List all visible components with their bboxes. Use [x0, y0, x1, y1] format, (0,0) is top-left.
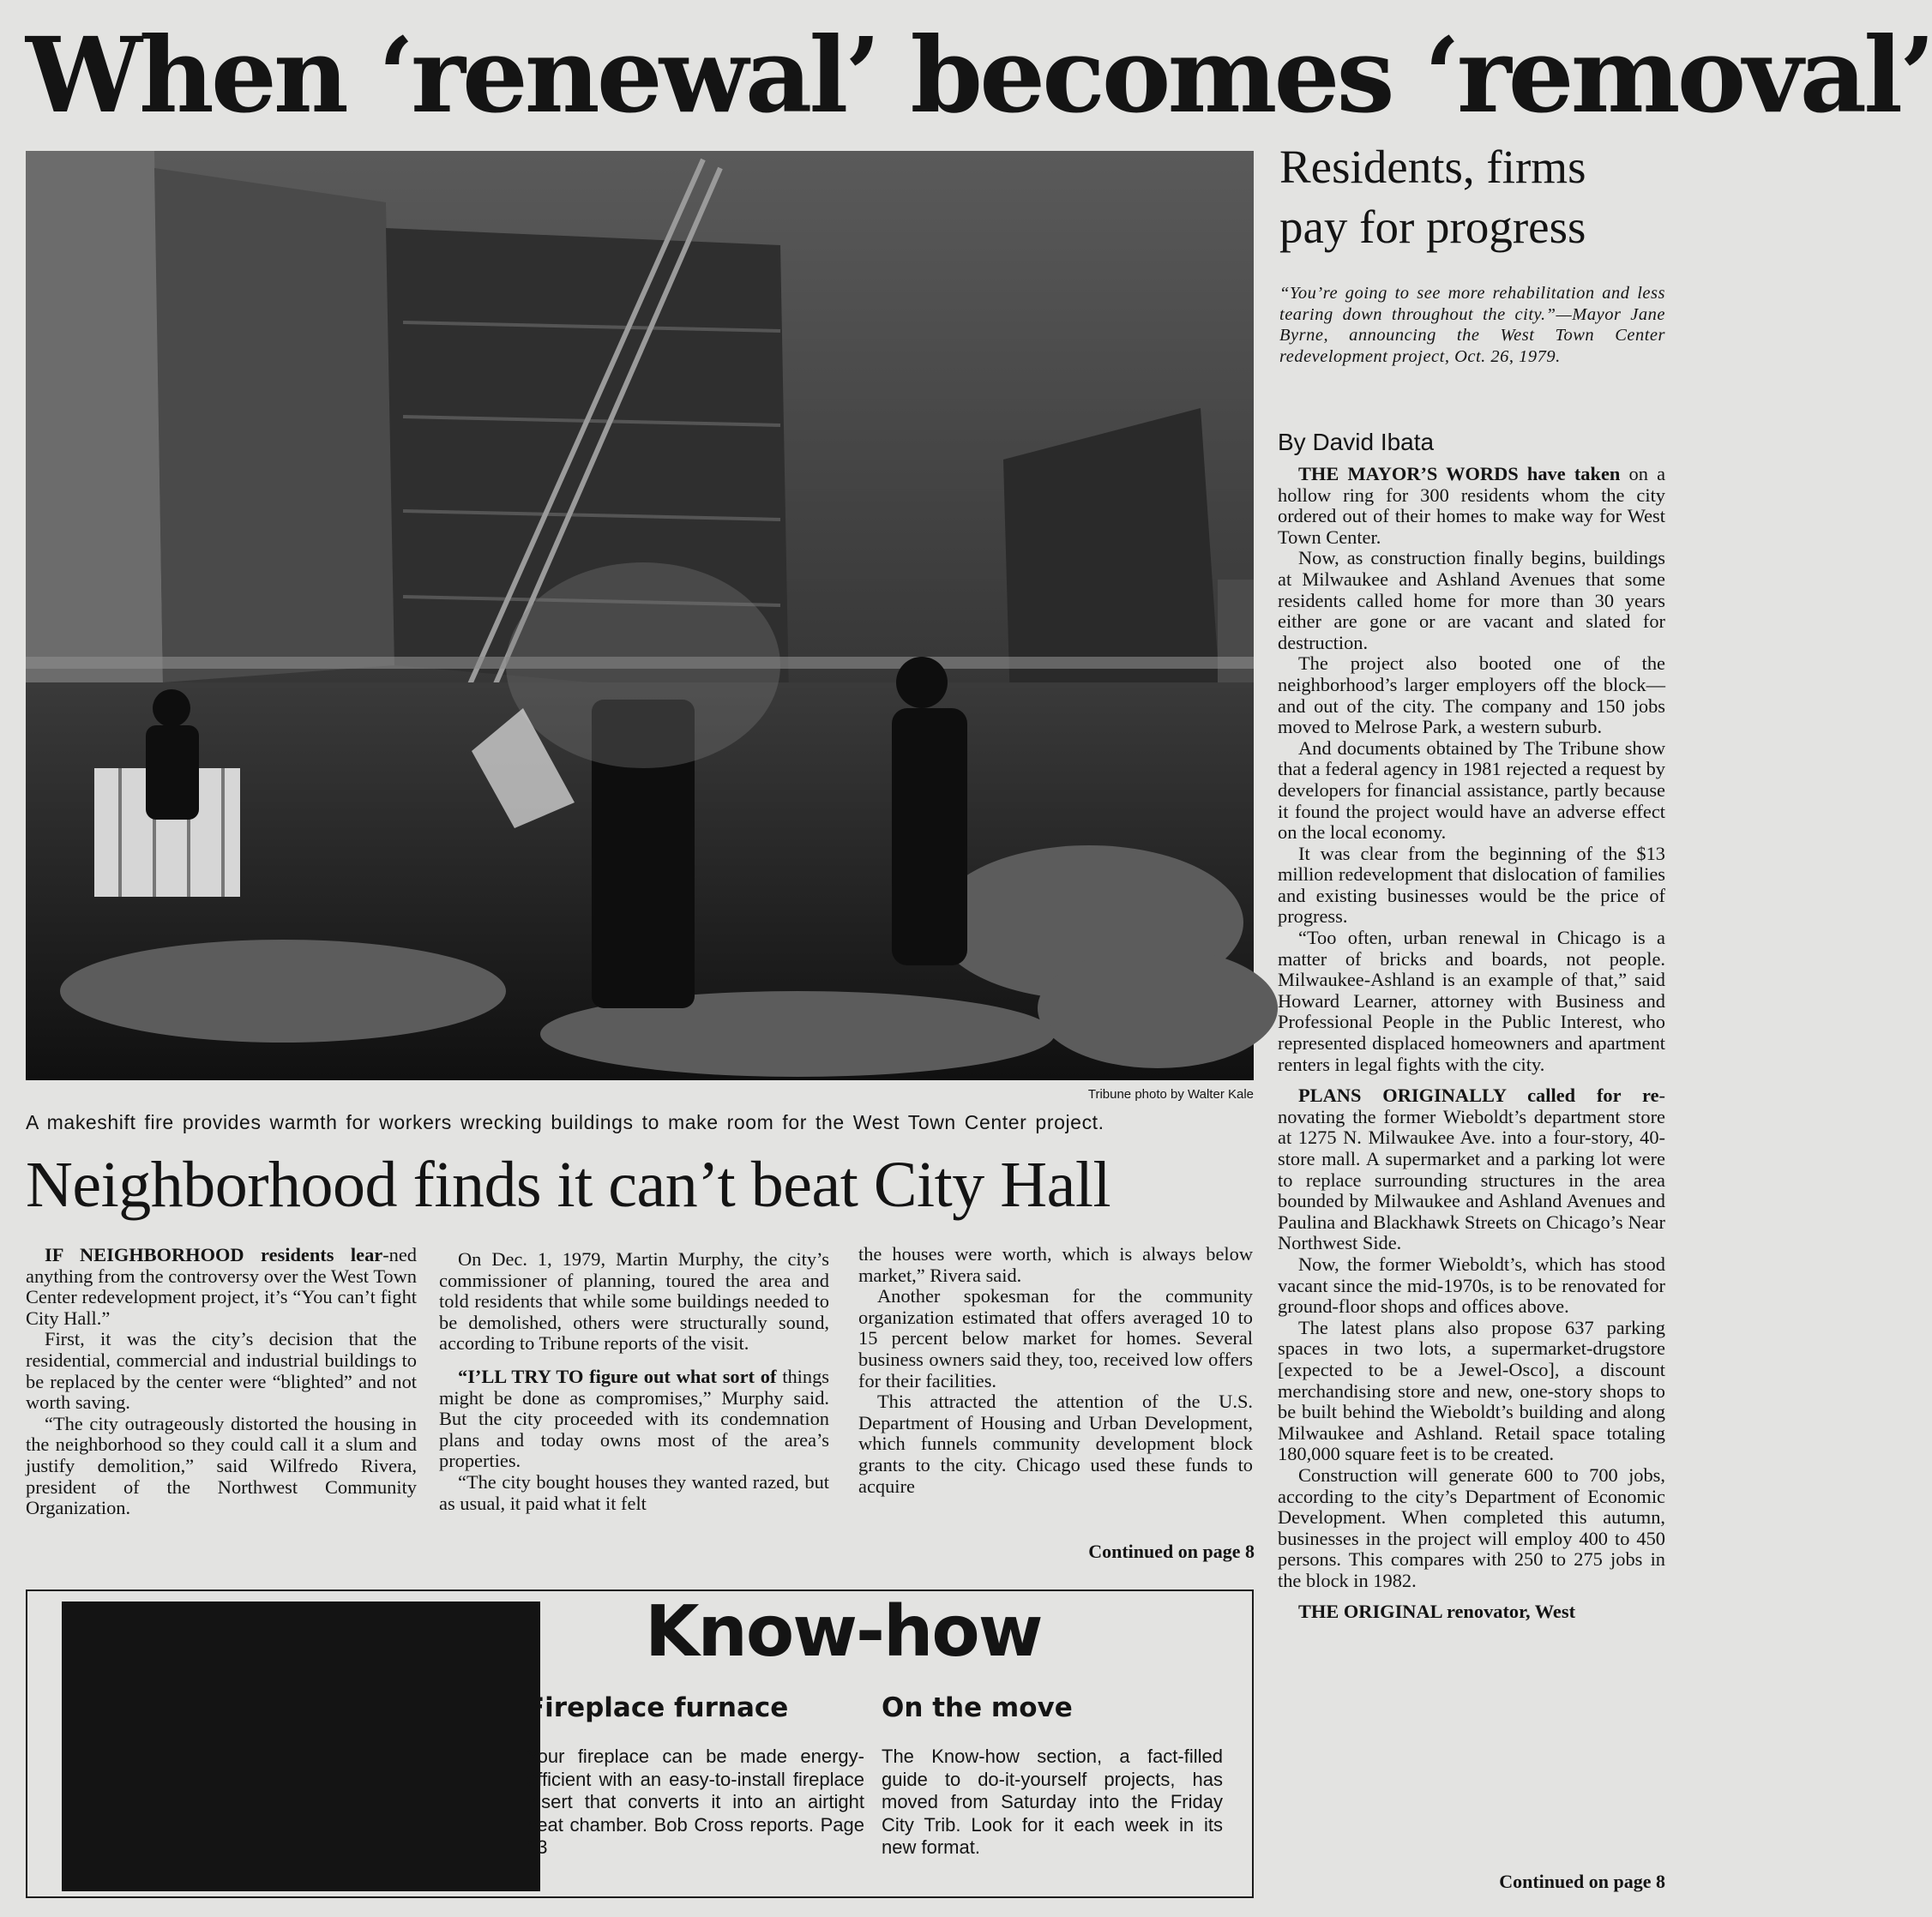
paragraph: And documents obtained by The Tribune show that a federal agency in 1981 rejected a request by developers for financial assistance, partly because it found the project would have an adverse effect on the local economy. — [1278, 736, 1665, 844]
main-headline: When ‘renewal’ becomes ‘removal’ — [26, 14, 1932, 136]
headline-line: Residents, firms — [1279, 141, 1586, 193]
byline: By David Ibata — [1278, 429, 1435, 455]
paragraph: “The city outrageously distorted the housing in the neighborhood so they could call it a slum and justify demolition,” said Wilfredo Rivera, president of the Northwest Community Organization. — [26, 1412, 417, 1519]
paragraph-text: -novating the former Wieboldt’s department store at 1275 N. Milwaukee Ave. into a four-story, 40-store mall. A supermarket and a parking lot were to replace surrounding structures in the area bounded by Milwaukee and Ashland Avenues and Paulina and Blackhawk Streets on Chicago’s Near Northwest Side. — [1278, 1085, 1665, 1254]
paragraph: Now, as construction finally begins, buildings at Milwaukee and Ashland Avenues that some residents called home for more than 30 years either are gone or are vacant and slated for destruction. — [1278, 547, 1665, 653]
paragraph-lead: THE ORIGINAL renovator, West — [1298, 1601, 1576, 1623]
paragraph — [26, 1245, 417, 1329]
paragraph: “The city bought houses they wanted razed, but as usual, it paid what it felt — [439, 1470, 829, 1514]
paragraph-text: -ned anything from the controversy over the West Town Center redevelopment project, it’s “You can’t fight City Hall.” — [26, 1244, 417, 1329]
paragraph: First, it was the city’s decision that the residential, commercial and industrial buildings to be replaced by the center were “blighted” and not worth saving. — [26, 1328, 417, 1414]
paragraph: Now, the former Wieboldt’s, which has stood vacant since the mid-1970s, is to be renovated for ground-floor shops and offices above. — [1278, 1253, 1665, 1318]
right-story-headline — [1279, 137, 1691, 257]
paragraph: “Too often, urban renewal in Chicago is a matter of bricks and boards, not people. Milwaukee-Ashland is an example of that,” said Howard Learner, attorney with Business and Professional People in the Public Interest, who represented displaced homeowners and apartment renters in legal fights with the city. — [1278, 927, 1665, 1075]
pull-quote: “You’re going to see more rehabilitation and less tearing down throughout the city.”—Mayor Jane Byrne, announcing the West Town Center redevelopment project, Oct. 26, 1979. — [1279, 284, 1665, 366]
right-story-column — [1278, 464, 1665, 1623]
paragraph: This attracted the attention of the U.S. Department of Housing and Urban Development, which funnels community development block grants to the city. Chicago used these funds to acquire — [858, 1391, 1253, 1497]
photo-credit: Tribune photo by Walter Kale — [1087, 1087, 1254, 1102]
paragraph — [439, 1367, 829, 1472]
paragraph: On Dec. 1, 1979, Martin Murphy, the city’s commissioner of planning, toured the area and told residents that while some buildings needed to be demolished, others were structurally sound, according to Tribune reports of the visit. — [439, 1248, 829, 1355]
paragraph: the houses were worth, which is always below market,” Rivera said. — [858, 1243, 1253, 1286]
sub-headline: Neighborhood finds it can’t beat City Hall — [26, 1149, 1111, 1221]
paragraph-text: on a hollow ring for 300 residents whom the city ordered out of their homes to make way for West Town Center. — [1278, 463, 1666, 548]
paragraph — [1278, 1085, 1665, 1254]
knowhow-photo — [62, 1602, 540, 1891]
paragraph-lead: PLANS ORIGINALLY called for re — [1298, 1085, 1659, 1107]
paragraph: Another spokesman for the community organization estimated that offers averaged 10 to 15 percent below market for homes. Several business owners said they, too, received low offers for their facilities. — [858, 1285, 1253, 1391]
knowhow-promo-box[interactable] — [26, 1589, 1254, 1898]
knowhow-item-text: The Know-how section, a fact-filled guide to do-it-yourself projects, has moved from Saturday into the Friday City Trib. Look for it each week in its new format. — [882, 1746, 1223, 1858]
paragraph — [1278, 464, 1665, 548]
left-story-column-2 — [439, 1249, 829, 1514]
paragraph: It was clear from the beginning of the $13 million redevelopment that dislocation of families and existing businesses would be the price of progress. — [1278, 842, 1665, 928]
paragraph: Construction will generate 600 to 700 jobs, according to the city’s Department of Economic Development. When completed this autumn, businesses in the project will employ 400 to 450 persons. This compares with 250 to 275 jobs in the block in 1982. — [1278, 1463, 1665, 1591]
knowhow-title: Know-how — [645, 1591, 1042, 1673]
demolition-scene-image — [26, 151, 1254, 1080]
paragraph: The project also booted one of the neighborhood’s larger employers off the block—and out of the city. The company and 150 jobs moved to Melrose Park, a western suburb. — [1278, 652, 1665, 738]
paragraph-lead: “I’LL TRY TO figure out what sort of — [458, 1365, 777, 1387]
paragraph: The latest plans also propose 637 parking spaces in two lots, a supermarket-drugstore [expected to be a Jewel-Osco], a discount merchandising store and new, one-story shops to be built behind the Wieboldt’s building and along Milwaukee and Ashland. Retail space totaling 180,000 square feet is to be created. — [1278, 1316, 1665, 1465]
demolition-photo — [26, 151, 1254, 1080]
paragraph-lead: IF NEIGHBORHOOD residents lear — [45, 1244, 383, 1265]
photo-caption: A makeshift fire provides warmth for workers wrecking buildings to make room for the West Town Center project. — [26, 1111, 1104, 1133]
knowhow-item-title: On the move — [882, 1692, 1073, 1723]
continued-link[interactable]: Continued on page 8 — [1088, 1541, 1255, 1562]
headline-line: pay for progress — [1279, 201, 1586, 253]
paragraph — [1278, 1602, 1665, 1623]
knowhow-item-title: Fireplace furnace — [527, 1692, 789, 1723]
continued-link[interactable]: Continued on page 8 — [1499, 1871, 1665, 1892]
knowhow-item-text: Your fireplace can be made energy-efficient with an easy-to-install fireplace insert that converts it into an airtight heat chamber. Bob Cross reports. Page 13 — [527, 1746, 864, 1858]
left-story-column-3 — [858, 1244, 1253, 1497]
paragraph-lead: THE MAYOR’S WORDS have taken — [1298, 463, 1621, 484]
paragraph-text: things might be done as compromises,” Murphy said. But the city proceeded with its condemnation plans and today owns most of the area’s properties. — [439, 1365, 830, 1472]
left-story-column-1 — [26, 1245, 417, 1519]
